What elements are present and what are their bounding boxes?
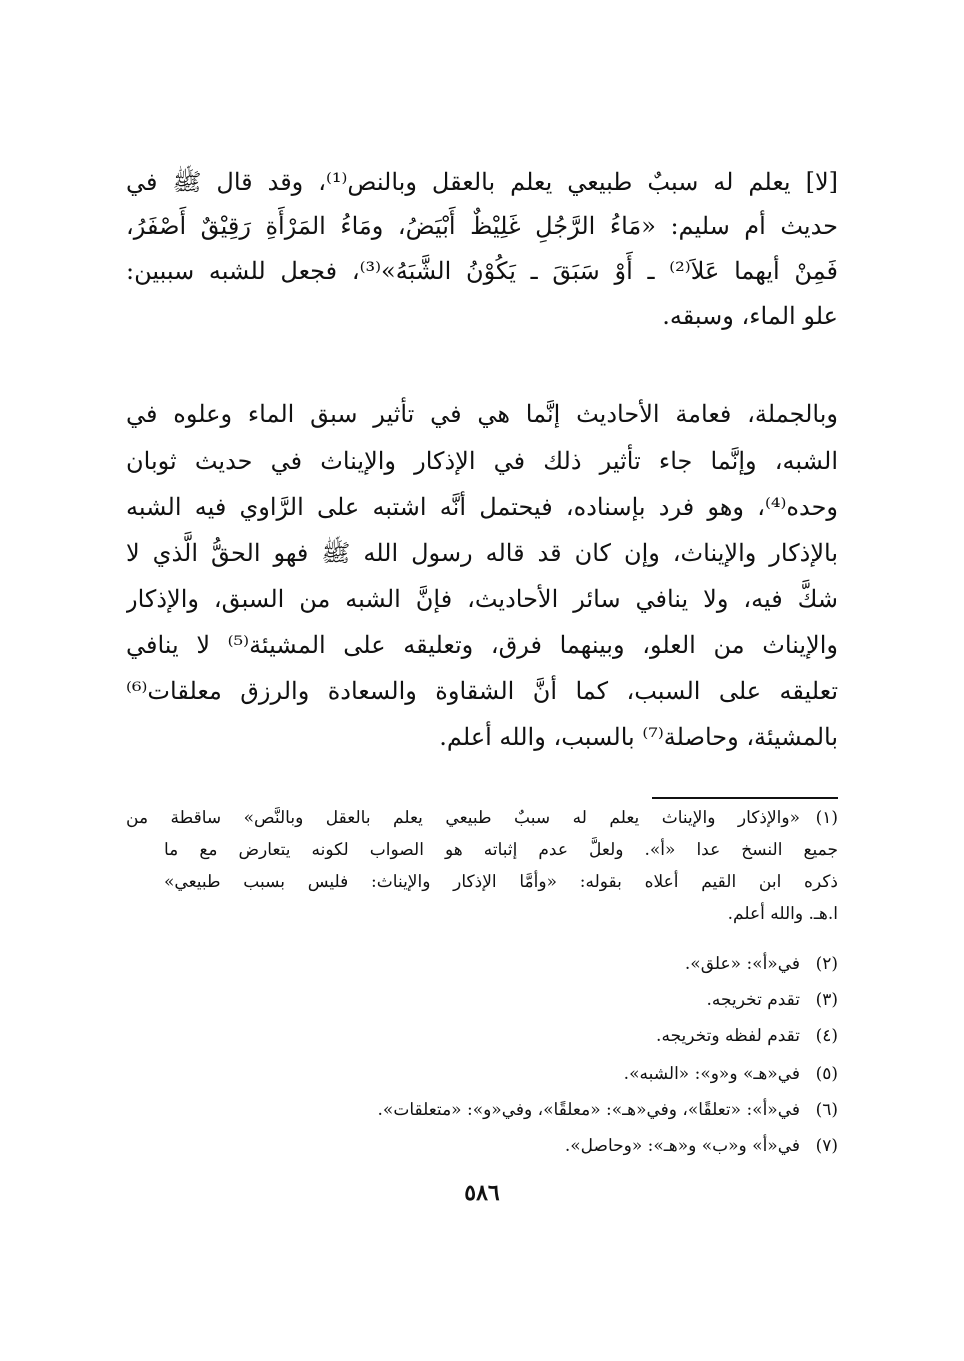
body-line: بالمشيئة، وحاصلة⁽⁷⁾ بالسبب، والله أعلم. [439,723,838,751]
body-line: [لا] يعلم له سببٌ طبيعي يعلم بالعقل وبالنص⁽¹⁾، وقد قال ﷺ في [126,168,838,196]
body-line: علو الماء، وسبقه. [662,302,838,330]
footnote-1-line-2: جميع النسخ عدا «أ». ولعلَّ عدم إثباته هو الصواب لكونه يتعارض مع ما [164,840,838,860]
footnote-text: تقدم لفظه وتخريجه. [656,1026,800,1046]
footnote-text: في«أ»: «علق». [684,954,800,974]
body-line: تعليقه على السبب، كما أنَّ الشقاوة والسعادة والرزق معلقات⁽⁶⁾ [126,677,838,705]
footnote-text: تقدم تخريجه. [706,990,800,1010]
footnote-separator [652,797,838,799]
body-line: فَمِنْ أيهما عَلاَ⁽²⁾ ـ أَوْ سَبَقَ ـ يَكُوْنُ الشَّبَهُ»⁽³⁾، فجعل للشبه سببين: [126,257,838,285]
footnote-text: في«هـ» و«و»: «الشبه». [623,1064,800,1084]
footnote-4 [126,1020,838,1052]
footnote-number: (٦) [815,1100,838,1120]
footnote-2 [126,948,838,980]
footnote-number: (٤) [815,1026,838,1046]
footnote-1 [126,802,838,834]
page-number: ٥٨٦ [464,1180,500,1206]
body-line: شكَّ فيه، ولا ينافي سائر الأحاديث، فإنَّ الشبه من السبق، والإذكار [126,585,838,613]
footnote-number: (٢) [815,954,838,974]
footnote-number: (٧) [815,1136,838,1156]
footnote-text: في«أ» و«ب» و«هـ»: «وحاصل». [564,1136,800,1156]
footnote-7 [126,1130,838,1162]
body-line: الشبه، وإنَّما جاء تأثير ذلك في الإذكار والإيناث في حديث ثوبان [126,447,838,475]
footnote-number: (٥) [815,1064,838,1084]
body-line: وحده⁽⁴⁾، وهو فرد بإسناده، فيحتمل أنَّه اشتبه على الرَّاوي فيه الشبه [126,493,838,521]
body-line: وبالجملة، فعامة الأحاديث إنَّما هي في تأثير سبق الماء وعلوه في [126,400,838,428]
footnote-number: (٣) [815,990,838,1010]
footnote-6 [126,1094,838,1126]
footnote-5 [126,1058,838,1090]
body-line: حديث أم سليم: «مَاءُ الرَّجُلِ غَلِيْظٌ أَبْيَضُ، ومَاءُ المَرْأَةِ رَقِيْقٌ أَصْفَرُ، [126,212,838,240]
body-line: والإيناث من العلو، وبينهما فرق، وتعليقه على المشيئة⁽⁵⁾ لا ينافي [126,631,838,659]
footnote-3 [126,984,838,1016]
footnote-1-line-3: ذكره ابن القيم أعلاه بقوله: «وأمَّا الإذكار والإيناث: فليس بسبب طبيعي» [164,872,838,892]
body-line: بالإذكار والإيناث، وإن كان قد قاله رسول الله ﷺ فهو الحقُّ الَّذي لا [126,539,838,567]
footnote-text: «والإذكار والإيناث يعلم له سببٌ طبيعي يعلم بالعقل وبالنَّص» ساقطة من [126,808,800,828]
footnote-1-line-4: ا.هـ. والله أعلم. [727,904,838,924]
footnote-number: (١) [815,808,838,828]
footnote-text: في«أ»: «تعلقًا»، وفي«هـ»: «معلقًا»، وفي«و»: «متعلقات». [377,1100,800,1120]
